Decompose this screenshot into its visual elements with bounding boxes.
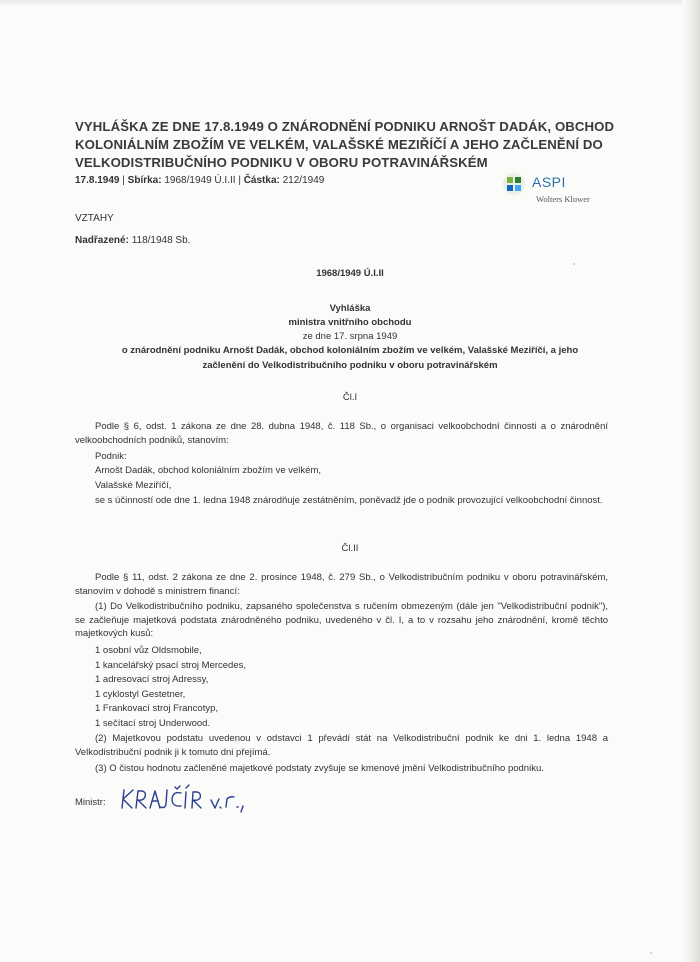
- article2-heading: Čl.II: [341, 543, 359, 554]
- article1-podnik-name: Arnošt Dadák, obchod koloniálním zbožím ve velkém,: [95, 465, 321, 476]
- scan-speck: [650, 952, 652, 954]
- meta-castka-value: 212/1949: [282, 175, 325, 186]
- article1-podnik-place: Valašské Meziříčí,: [95, 480, 172, 491]
- asset-list-item: 1 cyklostyl Gestetner,: [95, 689, 186, 700]
- meta-sbirka-label: Sbírka:: [127, 175, 162, 186]
- article1-intro: Podle § 6, odst. 1 zákona ze dne 28. dubna 1948, č. 118 Sb., o organisaci velkoobchodní činnosti a o znárodnění velkoobchodních podniků, stanovím:: [75, 421, 608, 446]
- scan-speck: [573, 263, 575, 265]
- scan-edge-right: [682, 0, 700, 962]
- asset-list-item: 1 osobní vůz Oldsmobile,: [95, 645, 202, 656]
- logo-publisher: Wolters Kluwer: [536, 194, 590, 204]
- asset-list-item: 1 adresovací stroj Adressy,: [95, 674, 209, 685]
- header-type: Vyhláška: [329, 303, 371, 314]
- header-subject-line2: začlenění do Velkodistribučního podniku v oboru potravinářském: [202, 360, 498, 371]
- header-subject-line1: o znárodnění podniku Arnošt Dadák, obchod koloniálním zbožím ve velkém, Valašské Meziříčí, a jeho: [121, 345, 579, 356]
- handwritten-signature: [118, 782, 248, 818]
- article2-para3: (3) O čistou hodnotu začleněné majetkové podstaty zvyšuje se kmenové jmění Velkodistribučního podniku.: [95, 763, 544, 774]
- relations-parent-label: Nadřazené:: [75, 235, 129, 246]
- article2-para1: (1) Do Velkodistribučního podniku, zapsaného společenstva s ručením obmezeným (dále jen "Velkodistribuční podnik"), se začleňuje majetková podstata znárodněného podniku, uvedeného v čl. I, a to v rozsahu jeho znárodnění, kromě těchto majetkových kusů:: [75, 601, 608, 639]
- asset-list-item: 1 kancelářský psací stroj Mercedes,: [95, 660, 247, 671]
- aspi-logo: [502, 172, 612, 212]
- asset-list-item: 1 Frankovací stroj Francotyp,: [95, 703, 219, 714]
- relations-parent-value: 118/1948 Sb.: [131, 235, 191, 246]
- scan-edge-top: [0, 0, 700, 6]
- signature-label: Ministr:: [75, 797, 106, 808]
- document-number: 1968/1949 Ú.I.II: [316, 268, 384, 279]
- article1-decision: se s účinností ode dne 1. ledna 1948 znárodňuje zestátněním, poněvadž jde o podnik provozující velkoobchodní činnost.: [95, 495, 603, 506]
- article1-heading: Čl.I: [342, 392, 358, 403]
- aspi-logo-icon: [502, 172, 526, 196]
- asset-list-item: 1 sečítací stroj Underwood.: [95, 718, 211, 729]
- article1-podnik-label: Podnik:: [95, 451, 127, 462]
- article2-intro: Podle § 11, odst. 2 zákona ze dne 2. prosince 1948, č. 279 Sb., o Velkodistribučním podniku v oboru potravinářském, stanovím v dohodě s ministrem financí:: [75, 572, 608, 597]
- meta-separator-2: |: [238, 175, 241, 186]
- meta-castka-label: Částka:: [243, 175, 280, 186]
- logo-name: ASPI: [532, 174, 566, 190]
- document-title: VYHLÁŠKA ZE DNE 17.8.1949 O ZNÁRODNĚNÍ PODNIKU ARNOŠT DADÁK, OBCHOD KOLONIÁLNÍM ZBOŽÍM VE VELKÉM, VALAŠSKÉ MEZIŘÍČÍ A JEHO ZAČLENĚNÍ DO VELKODISTRIBUČNÍHO PODNIKU V OBORU POTRAVINÁŘSKÉM: [75, 119, 615, 170]
- document-meta: [75, 175, 324, 186]
- relations-parent: [75, 235, 190, 246]
- meta-date: 17.8.1949: [75, 175, 120, 186]
- article2-para2: (2) Majetkovou podstatu uvedenou v odstavci 1 převádí stát na Velkodistribuční podnik ke dni 1. ledna 1948 a Velkodistribuční podnik ji k tomuto dni přejímá.: [75, 733, 608, 758]
- meta-separator-1: |: [122, 175, 125, 186]
- header-date: ze dne 17. srpna 1949: [302, 331, 398, 342]
- header-issuer: ministra vnitřního obchodu: [288, 317, 412, 328]
- relations-heading: VZTAHY: [75, 213, 114, 224]
- meta-sbirka-value: 1968/1949 Ú.I.II: [164, 175, 236, 186]
